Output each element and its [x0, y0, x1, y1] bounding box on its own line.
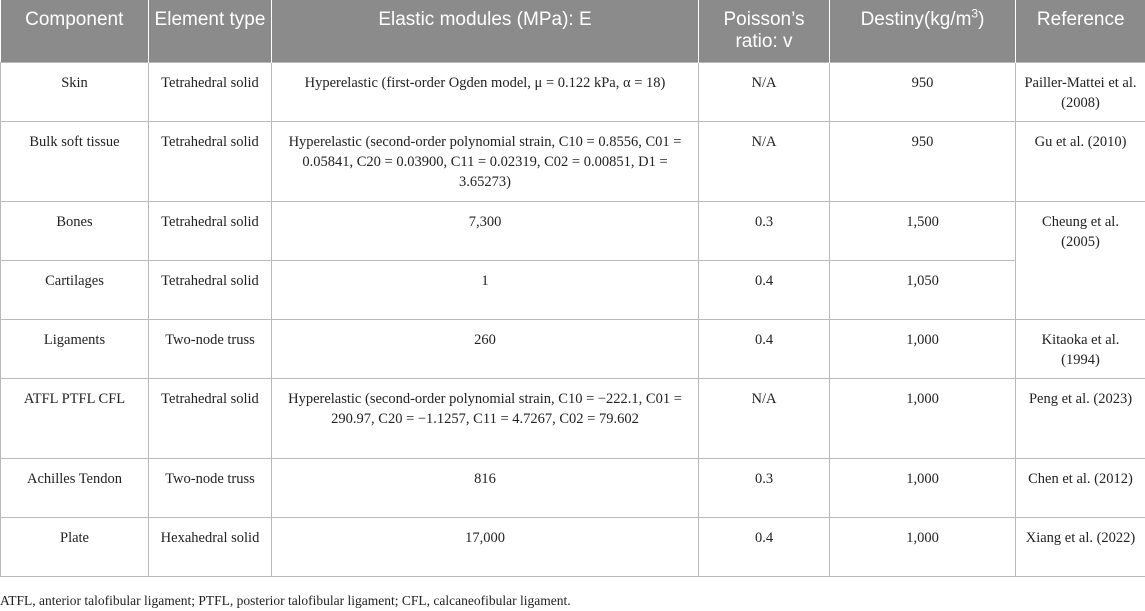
cell-element-type: Two-node truss [149, 458, 272, 517]
cell-element-type: Tetrahedral solid [149, 260, 272, 319]
table-row [1, 201, 1145, 260]
header-reference: Reference [1016, 0, 1145, 62]
cell-component: Bones [1, 201, 149, 260]
cell-reference: Xiang et al. (2022) [1016, 517, 1145, 576]
table-row [1, 319, 1145, 378]
cell-component: Bulk soft tissue [1, 121, 149, 201]
cell-density: 1,000 [830, 378, 1016, 458]
cell-reference: Cheung et al. (2005) [1016, 201, 1145, 319]
cell-elastic: 260 [272, 319, 699, 378]
cell-elastic: Hyperelastic (first-order Ogden model, μ = 0.122 kPa, α = 18) [272, 62, 699, 121]
table-footnote: ATFL, anterior talofibular ligament; PTFL, posterior talofibular ligament; CFL, calcaneofibular ligament. [0, 593, 571, 608]
header-density-sup: 3 [971, 6, 979, 21]
cell-element-type: Tetrahedral solid [149, 62, 272, 121]
cell-element-type: Two-node truss [149, 319, 272, 378]
cell-component: Plate [1, 517, 149, 576]
cell-element-type: Hexahedral solid [149, 517, 272, 576]
header-density [830, 0, 1016, 62]
cell-elastic: Hyperelastic (second-order polynomial strain, C10 = −222.1, C01 = 290.97, C20 = −1.1257, C11 = 4.7267, C02 = 79.602 [272, 378, 699, 458]
table-row [1, 378, 1145, 458]
cell-elastic: 816 [272, 458, 699, 517]
table-row [1, 458, 1145, 517]
header-element-type: Element type [149, 0, 272, 62]
cell-poisson: N/A [699, 62, 830, 121]
header-elastic: Elastic modules (MPa): E [272, 0, 699, 62]
cell-reference: Chen et al. (2012) [1016, 458, 1145, 517]
cell-density: 1,000 [830, 319, 1016, 378]
cell-density: 1,500 [830, 201, 1016, 260]
header-density-suffix: ) [978, 9, 985, 30]
cell-reference: Gu et al. (2010) [1016, 121, 1145, 201]
cell-reference: Kitaoka et al. (1994) [1016, 319, 1145, 378]
header-density-prefix: Destiny(kg/m [860, 9, 972, 30]
cell-elastic: 7,300 [272, 201, 699, 260]
cell-density: 1,000 [830, 517, 1016, 576]
cell-component: ATFL PTFL CFL [1, 378, 149, 458]
header-row [1, 0, 1145, 62]
cell-elastic: 1 [272, 260, 699, 319]
table-row [1, 62, 1145, 121]
cell-poisson: 0.3 [699, 201, 830, 260]
table-row [1, 121, 1145, 201]
header-poisson: Poisson’s ratio: v [699, 0, 830, 62]
cell-component: Ligaments [1, 319, 149, 378]
cell-density: 950 [830, 62, 1016, 121]
cell-reference: Peng et al. (2023) [1016, 378, 1145, 458]
cell-element-type: Tetrahedral solid [149, 121, 272, 201]
cell-poisson: 0.4 [699, 260, 830, 319]
table-row [1, 517, 1145, 576]
cell-poisson: 0.3 [699, 458, 830, 517]
cell-component: Skin [1, 62, 149, 121]
cell-reference: Pailler-Mattei et al. (2008) [1016, 62, 1145, 121]
cell-element-type: Tetrahedral solid [149, 201, 272, 260]
cell-component: Cartilages [1, 260, 149, 319]
cell-poisson: N/A [699, 121, 830, 201]
cell-poisson: N/A [699, 378, 830, 458]
cell-elastic: Hyperelastic (second-order polynomial strain, C10 = 0.8556, C01 = 0.05841, C20 = 0.03900, C11 = 0.02319, C02 = 0.00851, D1 = 3.65273) [272, 121, 699, 201]
cell-element-type: Tetrahedral solid [149, 378, 272, 458]
table-row [1, 260, 1145, 319]
cell-poisson: 0.4 [699, 517, 830, 576]
cell-elastic: 17,000 [272, 517, 699, 576]
cell-density: 1,000 [830, 458, 1016, 517]
header-component: Component [1, 0, 149, 62]
cell-component: Achilles Tendon [1, 458, 149, 517]
cell-density: 1,050 [830, 260, 1016, 319]
cell-poisson: 0.4 [699, 319, 830, 378]
cell-density: 950 [830, 121, 1016, 201]
